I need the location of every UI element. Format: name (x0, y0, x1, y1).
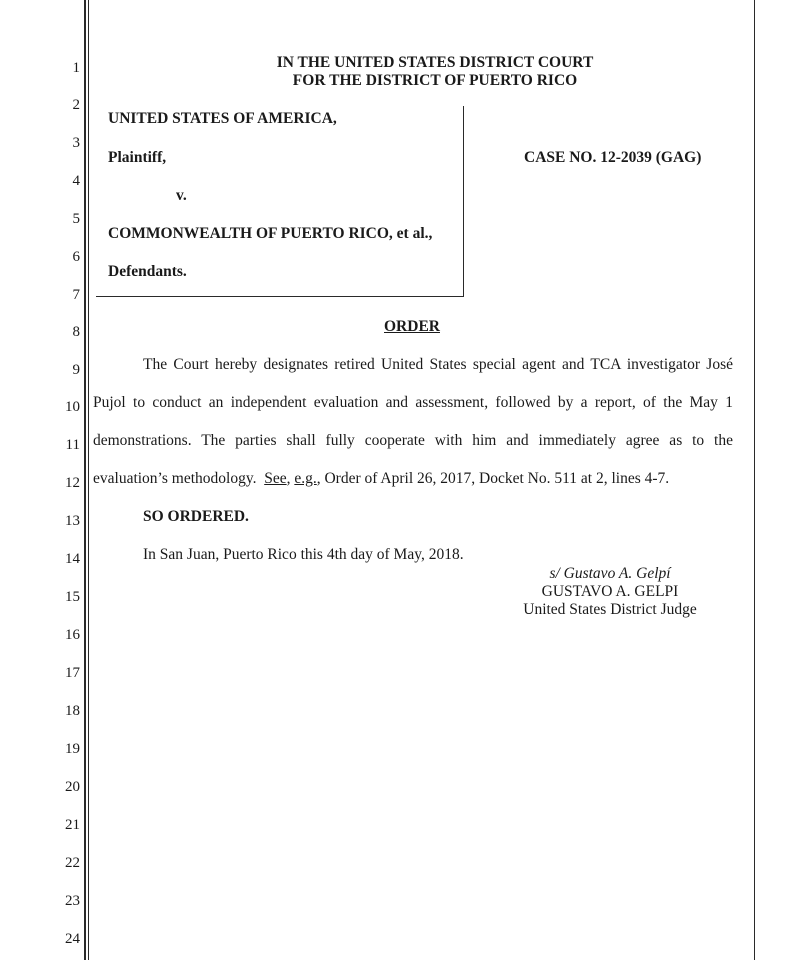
citation-text: , Order of April 26, 2017, Docket No. 511 at 2, lines 4-7. (316, 470, 670, 487)
line-number: 16 (65, 627, 80, 643)
see-signal: See (264, 470, 287, 487)
line-number: 18 (65, 703, 80, 719)
comma: , (286, 470, 291, 487)
paragraph-line: demonstrations. The parties shall fully cooperate with him and immediately agree as to the (93, 432, 733, 449)
versus: v. (176, 187, 187, 204)
line-number: 2 (72, 97, 80, 113)
defendant-role: Defendants. (108, 263, 187, 280)
line-number: 14 (65, 551, 80, 567)
court-name-line-1: IN THE UNITED STATES DISTRICT COURT (276, 54, 594, 71)
line-number: 11 (65, 437, 80, 453)
paragraph-line: The Court hereby designates retired United States special agent and TCA investigator José (143, 356, 733, 373)
paragraph-last-line (93, 470, 669, 488)
right-margin-rule (754, 0, 755, 960)
line-number: 6 (72, 249, 80, 265)
line-number: 10 (65, 399, 80, 415)
so-ordered: SO ORDERED. (143, 508, 249, 525)
line-number: 23 (65, 893, 80, 909)
plaintiff-name: UNITED STATES OF AMERICA, (108, 110, 337, 127)
line-number: 24 (65, 931, 80, 947)
judge-title: United States District Judge (523, 601, 697, 618)
line-number: 3 (72, 135, 80, 151)
eg-signal: e.g. (294, 470, 317, 487)
left-margin-rule-inner (88, 0, 89, 960)
line-number: 12 (65, 475, 80, 491)
caption-vertical-rule (463, 106, 464, 296)
court-name-line-2: FOR THE DISTRICT OF PUERTO RICO (292, 72, 578, 89)
line-number: 20 (65, 779, 80, 795)
paragraph-line: Pujol to conduct an independent evaluation and assessment, followed by a report, of the May 1 (93, 394, 733, 411)
line-number: 9 (72, 362, 80, 378)
judge-name: GUSTAVO A. GELPI (541, 583, 679, 600)
line-number: 15 (65, 589, 80, 605)
defendant-name: COMMONWEALTH OF PUERTO RICO, et al., (108, 225, 433, 242)
line-number: 13 (65, 513, 80, 529)
line-number: 21 (65, 817, 80, 833)
electronic-signature: s/ Gustavo A. Gelpí (549, 565, 671, 582)
caption-bottom-rule (96, 296, 464, 297)
left-margin-rule (84, 0, 86, 960)
line-number: 4 (72, 173, 80, 189)
line-number: 17 (65, 665, 80, 681)
line-number: 19 (65, 741, 80, 757)
line-number: 22 (65, 855, 80, 871)
plaintiff-role: Plaintiff, (108, 149, 167, 166)
line-number: 5 (72, 211, 80, 227)
methodology-text: evaluation’s methodology. (93, 470, 257, 487)
line-number: 7 (72, 287, 80, 303)
order-heading: ORDER (384, 318, 440, 335)
line-number: 8 (72, 324, 80, 340)
case-number: CASE NO. 12-2039 (GAG) (524, 149, 702, 166)
dated-line: In San Juan, Puerto Rico this 4th day of May, 2018. (143, 546, 464, 563)
line-number: 1 (72, 60, 80, 76)
